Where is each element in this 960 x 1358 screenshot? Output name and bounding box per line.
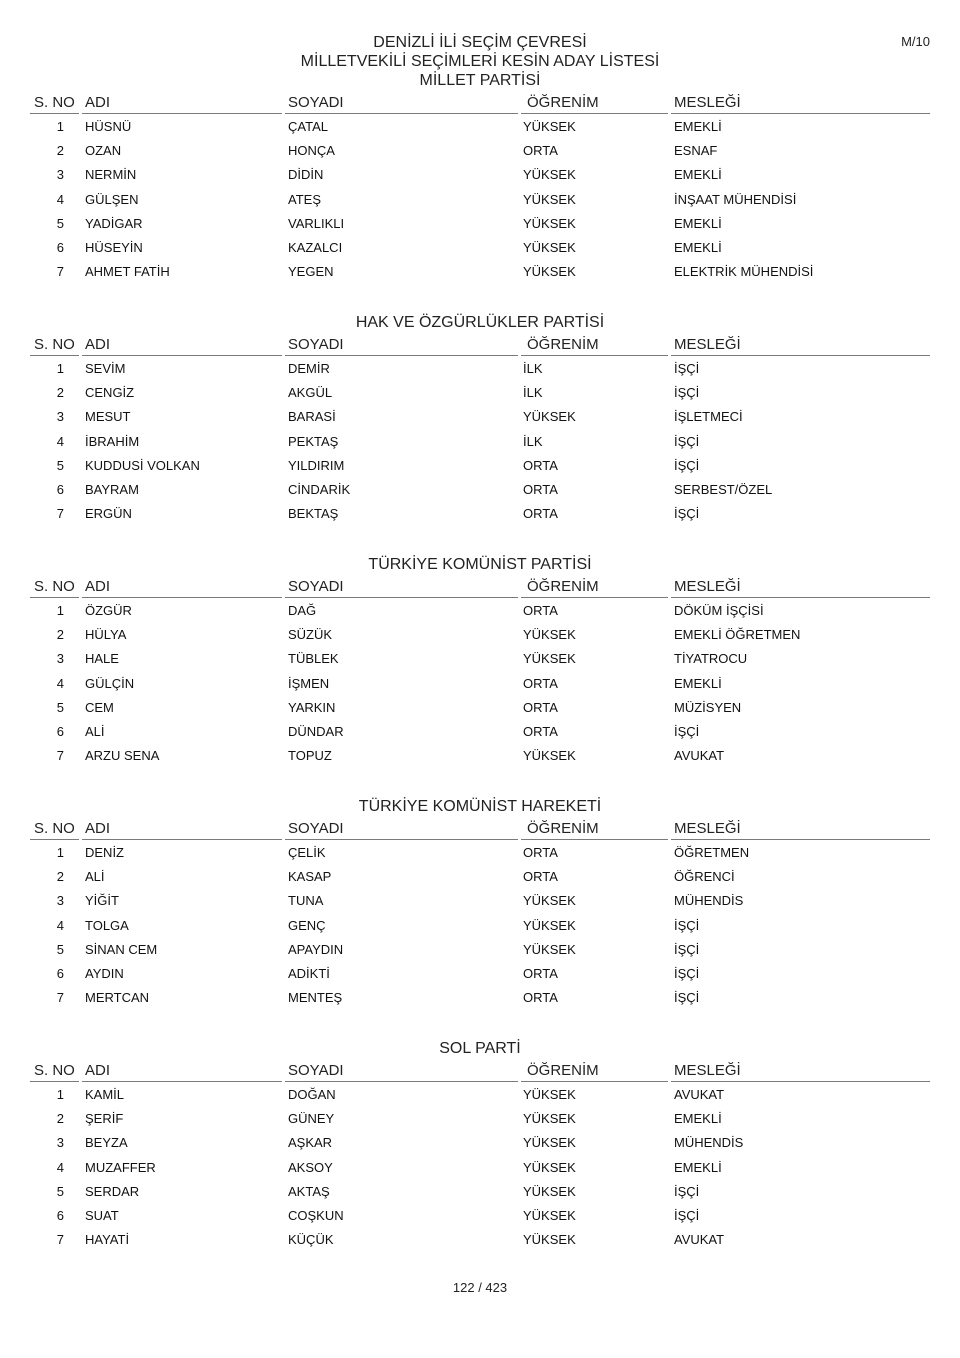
party-title: MİLLET PARTİSİ [419,72,541,89]
cell-no: 6 [56,723,64,739]
cell-name: HÜLYA [85,627,127,643]
table-header [0,90,960,114]
table-row [0,501,960,525]
table-row [0,1106,960,1130]
cell-name: ÖZGÜR [85,603,132,618]
cell-profession: EMEKLİ [674,167,722,183]
cell-surname: SÜZÜK [288,627,333,643]
cell-education: YÜKSEK [523,1087,576,1102]
cell-no: 1 [56,845,64,860]
cell-education: İLK [523,361,543,376]
cell-no: 6 [56,481,64,497]
cell-no: 6 [56,1207,64,1223]
column-header-name: ADI [85,336,111,353]
cell-name: ŞERİF [85,1111,124,1127]
cell-name: MUZAFFER [85,1159,156,1175]
cell-name: GÜLÇİN [85,675,135,691]
cell-profession: İŞÇİ [674,990,700,1006]
table-row [0,429,960,453]
table-row [0,1227,960,1251]
cell-name: NERMİN [85,167,137,183]
cell-profession: İŞÇİ [674,723,700,739]
column-header-name: ADI [85,94,111,111]
table-row [0,913,960,937]
cell-surname: TUNA [288,893,324,909]
table-header [0,816,960,840]
cell-profession: AVUKAT [674,1087,725,1102]
table-row [0,1155,960,1179]
cell-education: ORTA [523,506,558,522]
cell-surname: AKSOY [288,1159,333,1175]
party-section [0,1039,960,1251]
cell-education: YÜKSEK [523,1135,576,1151]
table-row [0,719,960,743]
cell-profession: MÜHENDİS [674,1135,744,1151]
cell-education: YÜKSEK [523,264,576,280]
table-header [0,1058,960,1082]
table-row [0,695,960,719]
cell-name: KUDDUSİ VOLKAN [85,457,200,473]
cell-surname: YILDIRIM [288,457,345,473]
cell-profession: İNŞAAT MÜHENDİSİ [674,191,797,207]
column-header-name: ADI [85,578,111,595]
cell-name: YİĞİT [85,893,119,909]
header-line-1: DENİZLİ İLİ SEÇİM ÇEVRESİ [373,34,587,51]
cell-education: ORTA [523,699,558,715]
cell-surname: APAYDIN [288,941,344,957]
cell-no: 1 [56,119,64,134]
party-title: HAK VE ÖZGÜRLÜKLER PARTİSİ [355,314,605,331]
table-row [0,1203,960,1227]
header-line-2: MİLLETVEKİLİ SEÇİMLERİ KESİN ADAY LİSTESİ [300,53,660,70]
cell-education: YÜKSEK [523,191,576,207]
cell-no: 5 [56,215,64,231]
cell-profession: EMEKLİ [674,1111,722,1127]
cell-name: CEM [85,699,114,715]
cell-name: KAMİL [85,1087,125,1102]
cell-profession: İŞÇİ [674,361,700,376]
cell-education: YÜKSEK [523,1207,576,1223]
cell-surname: DEMİR [288,361,330,376]
cell-no: 1 [56,361,64,376]
cell-surname: TÜBLEK [288,651,339,667]
cell-name: HALE [85,651,119,667]
cell-no: 6 [56,965,64,981]
cell-profession: İŞÇİ [674,457,700,473]
cell-no: 2 [56,627,64,643]
column-header-no: S. NO [34,578,75,595]
cell-profession: EMEKLİ [674,239,722,255]
table-row [0,114,960,138]
cell-surname: DOĞAN [288,1087,336,1102]
cell-profession: TİYATROCU [674,651,748,667]
cell-surname: TOPUZ [288,748,332,764]
cell-surname: MENTEŞ [288,990,343,1006]
cell-surname: DAĞ [288,603,317,618]
cell-profession: DÖKÜM İŞÇİSİ [674,603,764,618]
column-header-no: S. NO [34,94,75,111]
cell-no: 4 [56,917,64,933]
cell-name: SİNAN CEM [85,941,158,957]
table-row [0,162,960,186]
cell-no: 2 [56,869,64,885]
cell-surname: ADİKTİ [288,965,330,981]
table-row [0,598,960,622]
cell-education: ORTA [523,675,558,691]
column-header-no: S. NO [34,336,75,353]
table-row [0,453,960,477]
cell-education: YÜKSEK [523,941,576,957]
cell-profession: İŞÇİ [674,1207,700,1223]
table-row [0,622,960,646]
cell-profession: MÜHENDİS [674,893,744,909]
cell-profession: ÖĞRENCİ [674,869,735,885]
cell-surname: COŞKUN [288,1207,344,1223]
cell-education: YÜKSEK [523,1183,576,1199]
cell-education: YÜKSEK [523,239,576,255]
cell-education: YÜKSEK [523,1159,576,1175]
cell-no: 2 [56,385,64,401]
cell-no: 3 [56,651,64,667]
column-header-no: S. NO [34,820,75,837]
party-section [0,313,960,525]
table-row [0,356,960,380]
column-header-education: ÖĞRENİM [527,820,599,837]
cell-education: ORTA [523,481,558,497]
cell-no: 3 [56,1135,64,1151]
cell-name: MESUT [85,409,131,425]
column-header-education: ÖĞRENİM [527,94,599,111]
table-row [0,1082,960,1106]
cell-profession: MÜZİSYEN [674,699,742,715]
cell-education: ORTA [523,603,558,618]
cell-no: 3 [56,167,64,183]
party-section [0,555,960,767]
cell-surname: ÇATAL [288,119,328,134]
column-header-profession: MESLEĞİ [674,94,741,111]
cell-surname: AŞKAR [288,1135,333,1151]
cell-no: 1 [56,1087,64,1102]
cell-profession: İŞÇİ [674,917,700,933]
cell-profession: EMEKLİ [674,119,722,134]
cell-profession: EMEKLİ [674,215,722,231]
column-header-profession: MESLEĞİ [674,1062,741,1079]
column-header-name: ADI [85,1062,111,1079]
cell-profession: ESNAF [674,143,718,159]
cell-education: İLK [523,433,543,449]
cell-no: 3 [56,893,64,909]
cell-education: YÜKSEK [523,748,576,764]
cell-profession: İŞÇİ [674,1183,700,1199]
party-section [0,71,960,283]
cell-education: ORTA [523,965,558,981]
document-header [0,33,960,71]
cell-name: ALİ [85,869,105,885]
cell-education: YÜKSEK [523,167,576,183]
cell-no: 4 [56,1159,64,1175]
table-row [0,1130,960,1154]
table-row [0,743,960,767]
cell-no: 5 [56,941,64,957]
table-row [0,187,960,211]
column-header-profession: MESLEĞİ [674,578,741,595]
cell-surname: İŞMEN [288,675,330,691]
party-title: SOL PARTİ [439,1040,521,1057]
cell-name: CENGİZ [85,385,135,401]
table-row [0,259,960,283]
cell-name: YADİGAR [85,215,143,231]
cell-profession: İŞLETMECİ [674,409,743,425]
cell-education: YÜKSEK [523,1111,576,1127]
cell-no: 1 [56,603,64,618]
cell-surname: HONÇA [288,143,335,159]
cell-surname: GENÇ [288,917,326,933]
cell-name: SERDAR [85,1183,140,1199]
page-indicator: 122 / 423 [452,1280,508,1295]
cell-no: 4 [56,675,64,691]
cell-surname: VARLIKLI [288,215,345,231]
cell-profession: EMEKLİ [674,675,722,691]
page-code: M/10 [901,34,930,49]
cell-profession: İŞÇİ [674,965,700,981]
table-row [0,840,960,864]
cell-education: YÜKSEK [523,627,576,643]
cell-name: İBRAHİM [85,433,140,449]
cell-no: 7 [56,990,64,1006]
cell-no: 6 [56,239,64,255]
cell-name: MERTCAN [85,990,150,1006]
cell-education: ORTA [523,723,558,739]
cell-profession: EMEKLİ ÖĞRETMEN [674,627,801,643]
cell-name: BEYZA [85,1135,128,1151]
table-row [0,404,960,428]
cell-education: YÜKSEK [523,119,576,134]
column-header-profession: MESLEĞİ [674,820,741,837]
cell-surname: BARASİ [288,409,336,425]
table-row [0,888,960,912]
cell-name: ERGÜN [85,506,132,522]
cell-education: YÜKSEK [523,409,576,425]
table-row [0,235,960,259]
cell-profession: AVUKAT [674,748,725,764]
cell-name: SUAT [85,1207,119,1223]
cell-profession: AVUKAT [674,1232,725,1248]
cell-profession: İŞÇİ [674,385,700,401]
cell-name: ARZU SENA [85,748,160,764]
cell-surname: ÇELİK [288,845,326,860]
column-header-surname: SOYADI [288,94,344,111]
cell-surname: GÜNEY [288,1111,335,1127]
cell-no: 7 [56,264,64,280]
column-header-name: ADI [85,820,111,837]
cell-profession: İŞÇİ [674,506,700,522]
cell-education: İLK [523,385,543,401]
cell-profession: ÖĞRETMEN [674,845,750,860]
cell-surname: AKTAŞ [288,1183,330,1199]
cell-name: OZAN [85,143,122,159]
table-row [0,937,960,961]
cell-surname: BEKTAŞ [288,506,339,522]
cell-name: ALİ [85,723,105,739]
table-row [0,477,960,501]
cell-no: 5 [56,457,64,473]
cell-no: 5 [56,1183,64,1199]
cell-surname: DİDİN [288,167,324,183]
column-header-education: ÖĞRENİM [527,336,599,353]
cell-education: YÜKSEK [523,917,576,933]
cell-profession: ELEKTRİK MÜHENDİSİ [674,264,814,280]
table-row [0,380,960,404]
cell-name: BAYRAM [85,481,139,497]
cell-surname: KÜÇÜK [288,1232,334,1248]
cell-no: 7 [56,506,64,522]
column-header-profession: MESLEĞİ [674,336,741,353]
cell-name: GÜLŞEN [85,191,139,207]
table-row [0,864,960,888]
cell-profession: EMEKLİ [674,1159,722,1175]
column-header-surname: SOYADI [288,578,344,595]
column-header-surname: SOYADI [288,820,344,837]
cell-no: 2 [56,143,64,159]
cell-name: SEVİM [85,361,126,376]
cell-education: ORTA [523,845,558,860]
table-row [0,985,960,1009]
cell-name: AHMET FATİH [85,264,170,280]
cell-name: TOLGA [85,917,129,933]
table-row [0,211,960,235]
cell-surname: YARKIN [288,699,336,715]
cell-education: ORTA [523,990,558,1006]
cell-education: ORTA [523,457,558,473]
cell-surname: KASAP [288,869,332,885]
cell-surname: AKGÜL [288,385,333,401]
column-header-surname: SOYADI [288,1062,344,1079]
cell-no: 4 [56,433,64,449]
table-row [0,646,960,670]
cell-education: ORTA [523,869,558,885]
column-header-no: S. NO [34,1062,75,1079]
cell-name: AYDIN [85,965,124,981]
cell-no: 2 [56,1111,64,1127]
cell-surname: PEKTAŞ [288,433,339,449]
column-header-education: ÖĞRENİM [527,1062,599,1079]
table-row [0,1179,960,1203]
cell-profession: SERBEST/ÖZEL [674,481,773,497]
cell-no: 7 [56,748,64,764]
table-header [0,574,960,598]
party-section [0,797,960,1009]
column-header-education: ÖĞRENİM [527,578,599,595]
cell-education: YÜKSEK [523,893,576,909]
cell-education: YÜKSEK [523,651,576,667]
cell-name: HÜSNÜ [85,119,132,134]
party-title: TÜRKİYE KOMÜNİST PARTİSİ [368,556,592,573]
cell-surname: DÜNDAR [288,723,344,739]
cell-surname: ATEŞ [288,191,321,207]
cell-no: 7 [56,1232,64,1248]
cell-no: 5 [56,699,64,715]
party-title: TÜRKİYE KOMÜNİST HAREKETİ [358,798,602,815]
cell-education: ORTA [523,143,558,159]
cell-surname: CİNDARİK [288,481,351,497]
table-header [0,332,960,356]
column-header-surname: SOYADI [288,336,344,353]
cell-profession: İŞÇİ [674,433,700,449]
cell-surname: YEGEN [288,264,334,280]
cell-profession: İŞÇİ [674,941,700,957]
cell-name: DENİZ [85,845,124,860]
table-row [0,961,960,985]
table-row [0,671,960,695]
cell-name: HÜSEYİN [85,239,143,255]
cell-no: 4 [56,191,64,207]
table-row [0,138,960,162]
cell-education: YÜKSEK [523,1232,576,1248]
cell-name: HAYATİ [85,1232,130,1248]
cell-education: YÜKSEK [523,215,576,231]
cell-no: 3 [56,409,64,425]
cell-surname: KAZALCI [288,239,343,255]
